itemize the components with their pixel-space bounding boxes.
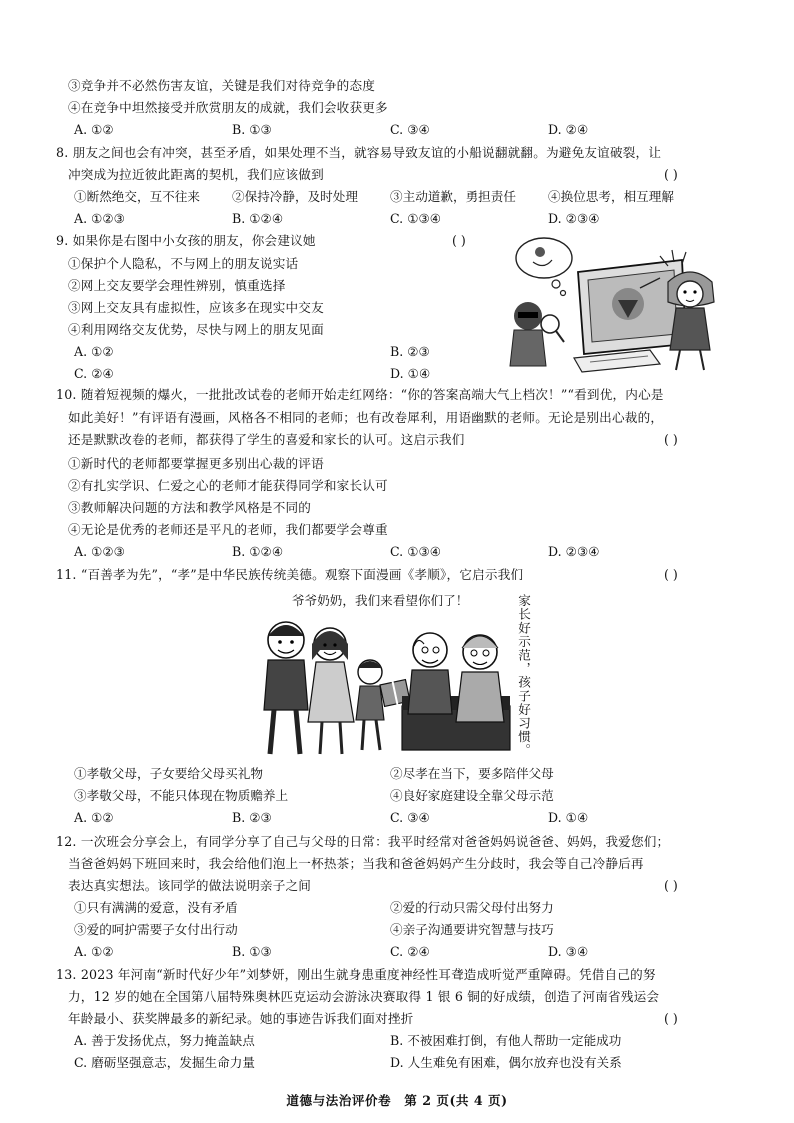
q8-statement-1: ①断然绝交，互不往来 — [74, 189, 200, 204]
q11-option-c[interactable]: C. ③④ — [390, 810, 430, 825]
q13-option-c[interactable]: C. 磨砺坚强意志，发掘生命力量 — [74, 1055, 255, 1070]
q10-option-b[interactable]: B. ①②④ — [232, 544, 284, 559]
q11-statement-2: ②尽孝在当下，要多陪伴父母 — [390, 766, 554, 781]
q8-statement-3: ③主动道歉，勇担责任 — [390, 189, 516, 204]
q8-statement-4: ④换位思考，相互理解 — [548, 189, 674, 204]
q13-option-b[interactable]: B. 不被困难打倒，有他人帮助一定能成功 — [390, 1033, 622, 1048]
q8-option-c[interactable]: C. ①③④ — [390, 211, 442, 226]
q10-option-a[interactable]: A. ①②③ — [74, 544, 125, 559]
q9-stem: 9. 如果你是右图中小女孩的朋友，你会建议她 — [56, 233, 316, 248]
q12-option-a[interactable]: A. ①② — [74, 944, 114, 959]
q11-statement-4: ④良好家庭建设全靠父母示范 — [390, 788, 554, 803]
q8-statement-2: ②保持冷静，及时处理 — [232, 189, 358, 204]
q8-answer-paren[interactable]: ( ) — [664, 167, 678, 182]
q13-stem-line2: 力，12 岁的她在全国第八届特殊奥林匹克运动会游泳决赛取得 1 银 6 铜的好成绩，创造了河南省残运会 — [68, 989, 660, 1004]
q10-answer-paren[interactable]: ( ) — [664, 432, 678, 447]
q7-option-c[interactable]: C. ③④ — [390, 122, 430, 137]
q11-option-d[interactable]: D. ①④ — [548, 810, 589, 825]
q8-option-b[interactable]: B. ①②④ — [232, 211, 284, 226]
q8-option-d[interactable]: D. ②③④ — [548, 211, 600, 226]
q12-option-c[interactable]: C. ②④ — [390, 944, 430, 959]
q9-option-b[interactable]: B. ②③ — [390, 344, 430, 359]
q8-stem-line2: 冲突成为拉近彼此距离的契机，我们应该做到 — [68, 167, 324, 182]
q9-statement-4: ④利用网络交友优势，尽快与网上的朋友见面 — [68, 322, 324, 337]
q11-statement-1: ①孝敬父母，子女要给父母买礼物 — [74, 766, 263, 781]
q10-option-c[interactable]: C. ①③④ — [390, 544, 442, 559]
q9-statement-1: ①保护个人隐私，不与网上的朋友说实话 — [68, 256, 299, 271]
q10-stem-line3: 还是默默改卷的老师，都获得了学生的喜爱和家长的认可。这启示我们 — [68, 432, 465, 447]
q11-cartoon-caption: 爷爷奶奶，我们来看望你们了！ — [292, 593, 469, 608]
q12-statement-3: ③爱的呵护需要子女付出行动 — [74, 922, 238, 937]
q13-option-d[interactable]: D. 人生难免有困难，偶尔放弃也没有关系 — [390, 1055, 622, 1070]
page-footer: 道德与法治评价卷 第 2 页(共 4 页) — [286, 1093, 508, 1108]
q9-statement-2: ②网上交友要学会理性辨别，慎重选择 — [68, 278, 286, 293]
q12-option-d[interactable]: D. ③④ — [548, 944, 589, 959]
q8-option-a[interactable]: A. ①②③ — [74, 211, 125, 226]
q10-option-d[interactable]: D. ②③④ — [548, 544, 600, 559]
q12-statement-4: ④亲子沟通要讲究智慧与技巧 — [390, 922, 554, 937]
q7-statement-3: ③竞争并不必然伤害友谊，关键是我们对待竞争的态度 — [68, 78, 376, 93]
q10-stem-line2: 如此美好！”有评语有漫画，风格各不相同的老师；也有改卷犀利，用语幽默的老师。无论是别出心裁的， — [68, 410, 664, 425]
q13-option-a[interactable]: A. 善于发扬优点，努力掩盖缺点 — [74, 1033, 255, 1048]
q12-stem-line3: 表达真实想法。该同学的做法说明亲子之间 — [68, 878, 312, 893]
q10-statement-4: ④无论是优秀的老师还是平凡的老师，我们都要学会尊重 — [68, 522, 388, 537]
q11-statement-3: ③孝敬父母，不能只体现在物质赡养上 — [74, 788, 289, 803]
q9-answer-paren[interactable]: ( ) — [452, 233, 466, 248]
q11-cartoon — [252, 610, 514, 760]
q12-stem-line1: 12. 一次班会分享会上，有同学分享了自己与父母的日常：我平时经常对爸爸妈妈说爸爸、妈妈，我爱您们； — [56, 834, 670, 849]
q9-option-d[interactable]: D. ①④ — [390, 366, 431, 381]
q10-statement-2: ②有扎实学识、仁爱之心的老师才能获得同学和家长认可 — [68, 478, 388, 493]
q9-statement-3: ③网上交友具有虚拟性，应该多在现实中交友 — [68, 300, 324, 315]
q13-stem-line3: 年龄最小、获奖牌最多的新纪录。她的事迹告诉我们面对挫折 — [68, 1011, 414, 1026]
q10-statement-3: ③教师解决问题的方法和教学风格是不同的 — [68, 500, 312, 515]
q8-stem-line1: 8. 朋友之间也会有冲突，甚至矛盾，如果处理不当，就容易导致友谊的小船说翻就翻。为避免友谊破裂，让 — [56, 145, 662, 160]
q12-answer-paren[interactable]: ( ) — [664, 878, 678, 893]
q10-stem-line1: 10. 随着短视频的爆火，一批批改试卷的老师开始走红网络：“你的答案高端大气上档次！”“看到优，内心是 — [56, 387, 664, 402]
q9-option-c[interactable]: C. ②④ — [74, 366, 114, 381]
q11-option-b[interactable]: B. ②③ — [232, 810, 272, 825]
q11-stem: 11. “百善孝为先”，“孝”是中华民族传统美德。观察下面漫画《孝顺》，它启示我们 — [56, 567, 524, 582]
q13-stem-line1: 13. 2023 年河南“新时代好少年”刘梦妍，刚出生就身患重度神经性耳聋造成听觉严重障碍。凭借自己的努 — [56, 967, 656, 982]
q7-option-b[interactable]: B. ①③ — [232, 122, 272, 137]
q11-cartoon-side-text: 家长好示范，孩子好习惯。 — [516, 594, 531, 758]
q12-stem-line2: 当爸爸妈妈下班回来时，我会给他们泡上一杯热茶；当我和爸爸妈妈产生分歧时，我会等自己冷静后再 — [68, 856, 644, 871]
q7-option-a[interactable]: A. ①② — [74, 122, 114, 137]
q7-option-d[interactable]: D. ②④ — [548, 122, 589, 137]
q12-statement-2: ②爱的行动只需父母付出努力 — [390, 900, 554, 915]
q11-option-a[interactable]: A. ①② — [74, 810, 114, 825]
q10-statement-1: ①新时代的老师都要掌握更多别出心裁的评语 — [68, 456, 324, 471]
q11-answer-paren[interactable]: ( ) — [664, 567, 678, 582]
q12-statement-1: ①只有满满的爱意，没有矛盾 — [74, 900, 238, 915]
q9-option-a[interactable]: A. ①② — [74, 344, 114, 359]
q13-answer-paren[interactable]: ( ) — [664, 1011, 678, 1026]
q9-cartoon — [500, 232, 732, 374]
q7-statement-4: ④在竞争中坦然接受并欣赏朋友的成就，我们会收获更多 — [68, 100, 388, 115]
q12-option-b[interactable]: B. ①③ — [232, 944, 272, 959]
